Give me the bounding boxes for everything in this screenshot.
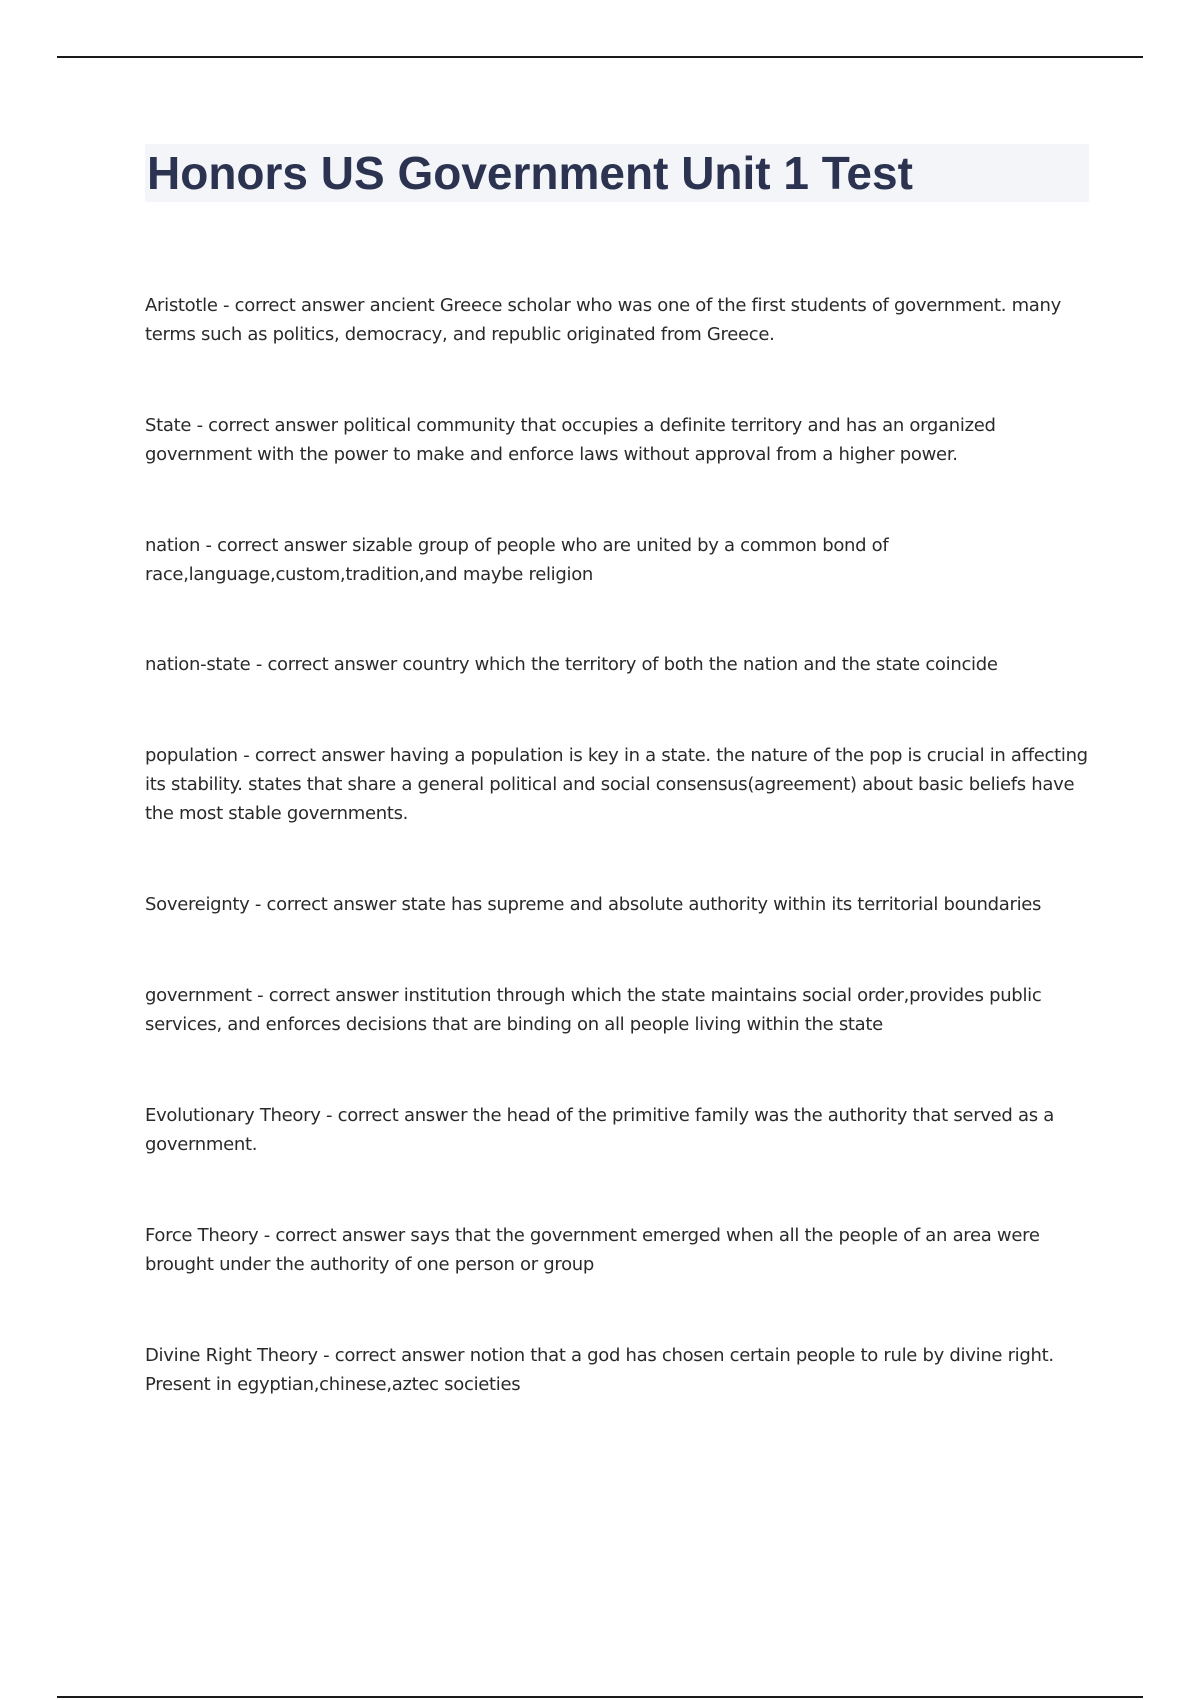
entry-sovereignty: Sovereignty - correct answer state has supreme and absolute authority within its territorial boundaries <box>145 894 1042 915</box>
entry-nation-state: nation-state - correct answer country which the territory of both the nation and the state coincide <box>145 654 998 675</box>
page-title: Honors US Government Unit 1 Test <box>147 147 913 199</box>
entry-government: government - correct answer institution through which the state maintains social order,provides public services, and enforces decisions that are binding on all people living within the state <box>145 985 1042 1035</box>
entry-population: population - correct answer having a population is key in a state. the nature of the pop is crucial in affecting its stability. states that share a general political and social consensus(agreement) about basic beliefs have the most stable governments. <box>145 745 1088 824</box>
entry-evolutionary-theory: Evolutionary Theory - correct answer the head of the primitive family was the authority that served as a government. <box>145 1105 1054 1155</box>
entry-state: State - correct answer political community that occupies a definite territory and has an organized government with the power to make and enforce laws without approval from a higher power. <box>145 415 996 465</box>
title-banner <box>145 144 1089 202</box>
entry-divine-right-theory: Divine Right Theory - correct answer notion that a god has chosen certain people to rule by divine right. Present in egyptian,chinese,aztec societies <box>145 1345 1054 1395</box>
entry-force-theory: Force Theory - correct answer says that the government emerged when all the people of an area were brought under the authority of one person or group <box>145 1225 1040 1275</box>
entry-aristotle: Aristotle - correct answer ancient Greece scholar who was one of the first students of government. many terms such as politics, democracy, and republic originated from Greece. <box>145 295 1061 345</box>
top-rule <box>57 56 1143 58</box>
entry-nation: nation - correct answer sizable group of people who are united by a common bond of race,language,custom,tradition,and maybe religion <box>145 535 889 585</box>
bottom-rule <box>57 1696 1143 1698</box>
